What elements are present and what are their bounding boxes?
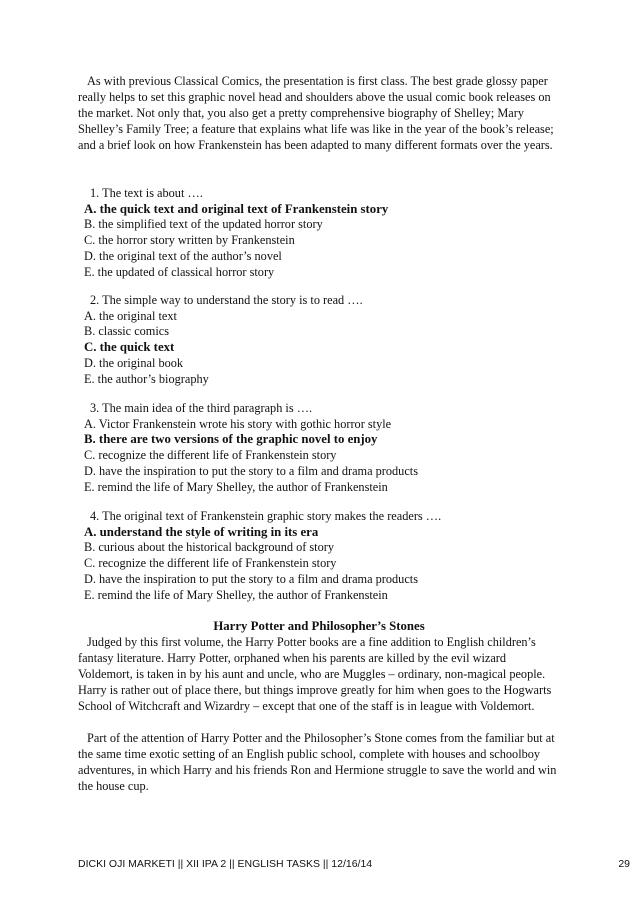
answer-option: B. curious about the historical background of story [84,540,334,555]
answer-option: B. the simplified text of the updated horror story [84,217,323,232]
question-stem: 4. The original text of Frankenstein graphic story makes the readers …. [90,509,442,523]
answer-option: E. the author’s biography [84,371,209,386]
answer-option-correct: B. there are two versions of the graphic novel to enjoy [84,432,378,447]
intro-paragraph: As with previous Classical Comics, the presentation is first class. The best grade glossy paper really helps to set this graphic novel head and shoulders above the usual comic book releases on the market. Not only that, you also get a pretty comprehensive biography of Shelley; Mary Shelley’s Family Tree; a feature that explains what life was like in the year of the book’s release; and a brief look on how Frankenstein has been adapted to many different formats over the years. [78,74,554,152]
page-footer [78,858,630,870]
answer-option-correct: C. the quick text [84,340,175,355]
answer-option: C. the horror story written by Frankenstein [84,233,295,248]
answer-option-correct: A. the quick text and original text of Frankenstein story [84,201,389,216]
answer-option: E. remind the life of Mary Shelley, the author of Frankenstein [84,587,388,602]
answer-option: E. the updated of classical horror story [84,264,275,279]
answer-option: D. have the inspiration to put the story to a film and drama products [84,463,418,478]
question-3 [84,401,554,495]
question-stem: 2. The simple way to understand the story is to read …. [90,293,363,307]
footer-text: DICKI OJI MARKETI || XII IPA 2 || ENGLISH TASKS || 12/16/14 [78,858,373,870]
answer-option: D. the original text of the author’s novel [84,248,282,263]
question-4 [84,509,554,603]
answer-option: E. remind the life of Mary Shelley, the author of Frankenstein [84,479,388,494]
section-title: Harry Potter and Philosopher’s Stones [213,619,425,633]
answer-option: D. have the inspiration to put the story to a film and drama products [84,571,418,586]
question-2 [84,293,554,387]
answer-option: C. recognize the different life of Frankenstein story [84,556,337,571]
question-1 [84,186,554,280]
hp-paragraph-1: Judged by this first volume, the Harry Potter books are a fine addition to English children’s fantasy literature. Harry Potter, orphaned when his parents are killed by the evil wizard Voldemort, is taken in by his aunt and uncle, who are Muggles – ordinary, non-magical people. Harry is rather out of place there, but things improve greatly for him when goes to the Hogwarts School of Witchcraft and Wizardry – except that one of the staff is in league with Voldemort. [78,635,552,713]
answer-option: D. the original book [84,355,184,370]
answer-option: B. classic comics [84,324,170,339]
question-stem: 3. The main idea of the third paragraph is …. [90,401,313,415]
answer-option: A. the original text [84,308,177,323]
answer-option: C. recognize the different life of Frankenstein story [84,448,337,463]
answer-option: A. Victor Frankenstein wrote his story with gothic horror style [84,416,392,431]
answer-option-correct: A. understand the style of writing in its era [84,524,319,539]
hp-paragraph-2: Part of the attention of Harry Potter and the Philosopher’s Stone comes from the familiar but at the same time exotic setting of an English public school, complete with houses and schoolboy adventures, in which Harry and his friends Ron and Hermione struggle to save the world and win the house cup. [78,731,557,793]
page-number: 29 [618,858,630,870]
question-stem: 1. The text is about …. [90,186,203,200]
